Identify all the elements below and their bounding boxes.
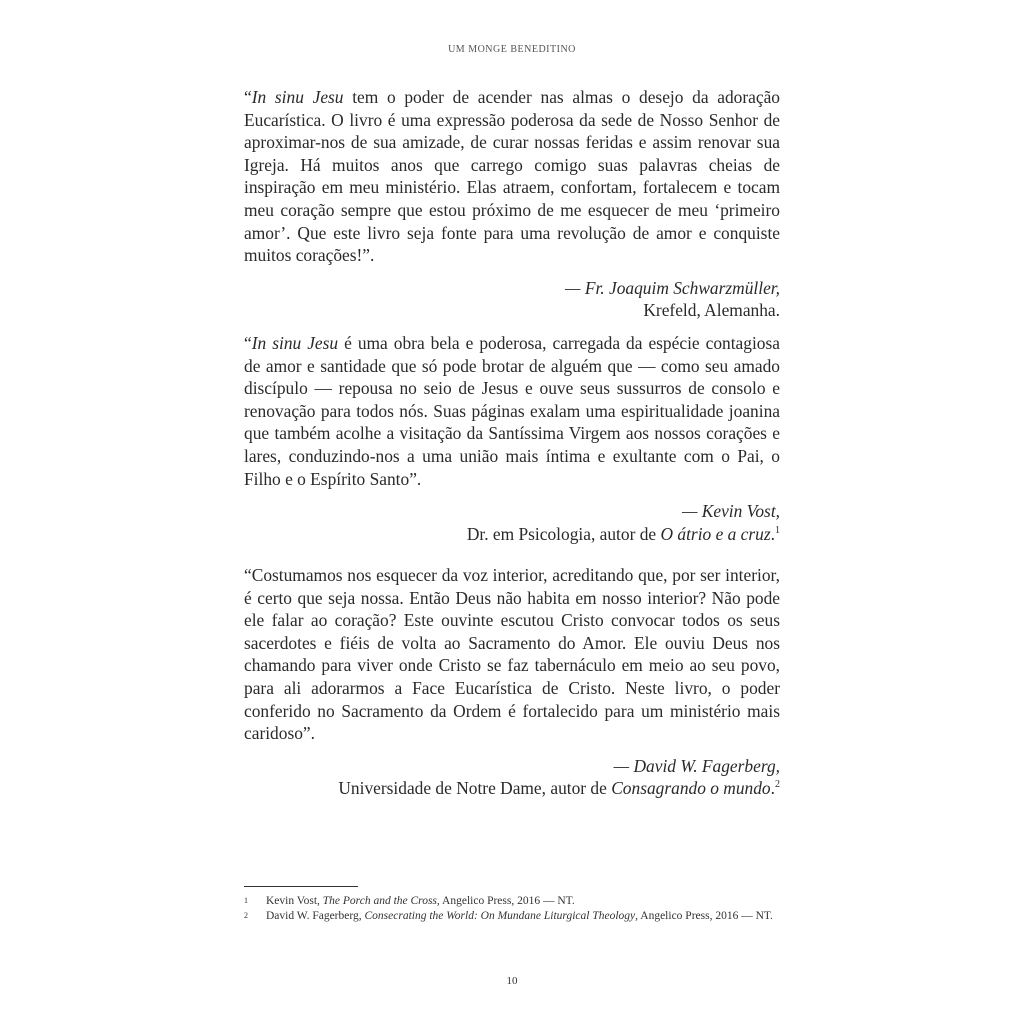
endorsement-quote	[244, 86, 780, 267]
cited-work: Consagrando o mundo	[611, 778, 771, 799]
book-title: In sinu Jesu	[251, 87, 344, 107]
endorsement-2	[244, 332, 780, 545]
footnote-number: 2	[244, 911, 248, 920]
affiliation-text: Dr. em Psicologia, autor de	[466, 523, 661, 544]
endorsement-author: — Fr. Joaquim Schwarzmüller,	[565, 277, 780, 298]
footnote-title: Consecrating the World: On Mundane Liturgical Theology	[364, 910, 636, 922]
footnote-ref[interactable]: 1	[775, 524, 780, 536]
footnote-ref[interactable]: 2	[775, 779, 780, 791]
footnote-text	[266, 894, 780, 909]
endorsement-3	[244, 564, 780, 800]
affiliation-period: .	[770, 778, 775, 799]
footnote-2	[244, 909, 780, 924]
endorsement-author: — David W. Fagerberg,	[613, 755, 780, 776]
affiliation-text: Universidade de Notre Dame, autor de	[338, 778, 612, 799]
open-quote: “	[244, 87, 252, 107]
book-title: In sinu Jesu	[251, 333, 339, 353]
footnote-number: 1	[244, 896, 248, 905]
endorsement-affiliation	[244, 523, 780, 546]
endorsement-affiliation	[244, 777, 780, 800]
footnote-1	[244, 894, 780, 909]
footnote-publisher: , Angelico Press, 2016 — NT.	[635, 910, 773, 922]
footnote-author: Kevin Vost,	[266, 895, 323, 907]
footnotes	[244, 894, 780, 924]
endorsement-affiliation: Krefeld, Alemanha.	[643, 300, 780, 321]
footnote-author: David W. Fagerberg,	[266, 910, 365, 922]
footnote-publisher: , Angelico Press, 2016 — NT.	[436, 895, 575, 907]
quote-text: tem o poder de acender nas almas o desejo da adoração Eucarística. O livro é uma expressão poderosa da sede de Nosso Senhor de aproximar-nos de sua amizade, de curar nossas feridas e assim renovar sua Igreja. Há muitos anos que carrego comigo suas palavras cheias de inspiração em meu ministério. Elas atraem, confortam, fortalecem e tocam meu coração sempre que estou próximo de me esquecer de meu ‘primeiro amor’. Que este livro seja fonte para uma revolução de amor e conquiste muitos corações!”.	[244, 87, 780, 266]
footnote-title: The Porch and the Cross	[322, 895, 437, 907]
endorsement-quote	[244, 332, 780, 490]
open-quote: “	[244, 333, 252, 353]
quote-text: é uma obra bela e poderosa, carregada da espécie contagiosa de amor e santidade que só pode brotar de alguém que — como seu amado discípulo — repousa no seio de Jesus e ouve seus sussurros de consolo e renovação para todos nós. Suas páginas exalam uma espiritualidade joanina que também acolhe a visitação da Santíssima Virgem aos nossos corações e lares, conduzindo-nos a uma união mais íntima e exultante com o Pai, o Filho e o Espírito Santo”.	[244, 333, 780, 489]
page-number: 10	[506, 975, 518, 987]
affiliation-period: .	[770, 523, 775, 544]
footnote-text	[266, 909, 780, 924]
cited-work: O átrio e a cruz	[660, 523, 771, 544]
endorsement-1	[244, 86, 780, 322]
running-head: UM MONGE BENEDITINO	[448, 44, 576, 55]
endorsement-quote: “Costumamos nos esquecer da voz interior, acreditando que, por ser interior, é certo que seja nossa. Então Deus não habita em nosso interior? Não pode ele falar ao coração? Este ouvinte escutou Cristo convocar todos os seus sacerdotes e fiéis de volta ao Sacramento do Amor. Ele ouviu Deus nos chamando para viver onde Cristo se faz tabernáculo em meio ao seu povo, para ali adorarmos a Face Eucarística de Cristo. Neste livro, o poder conferido no Sacramento da Ordem é fortalecido para um ministério mais caridoso”.	[244, 565, 780, 744]
endorsement-author: — Kevin Vost,	[681, 501, 780, 522]
footnote-rule	[244, 886, 358, 887]
